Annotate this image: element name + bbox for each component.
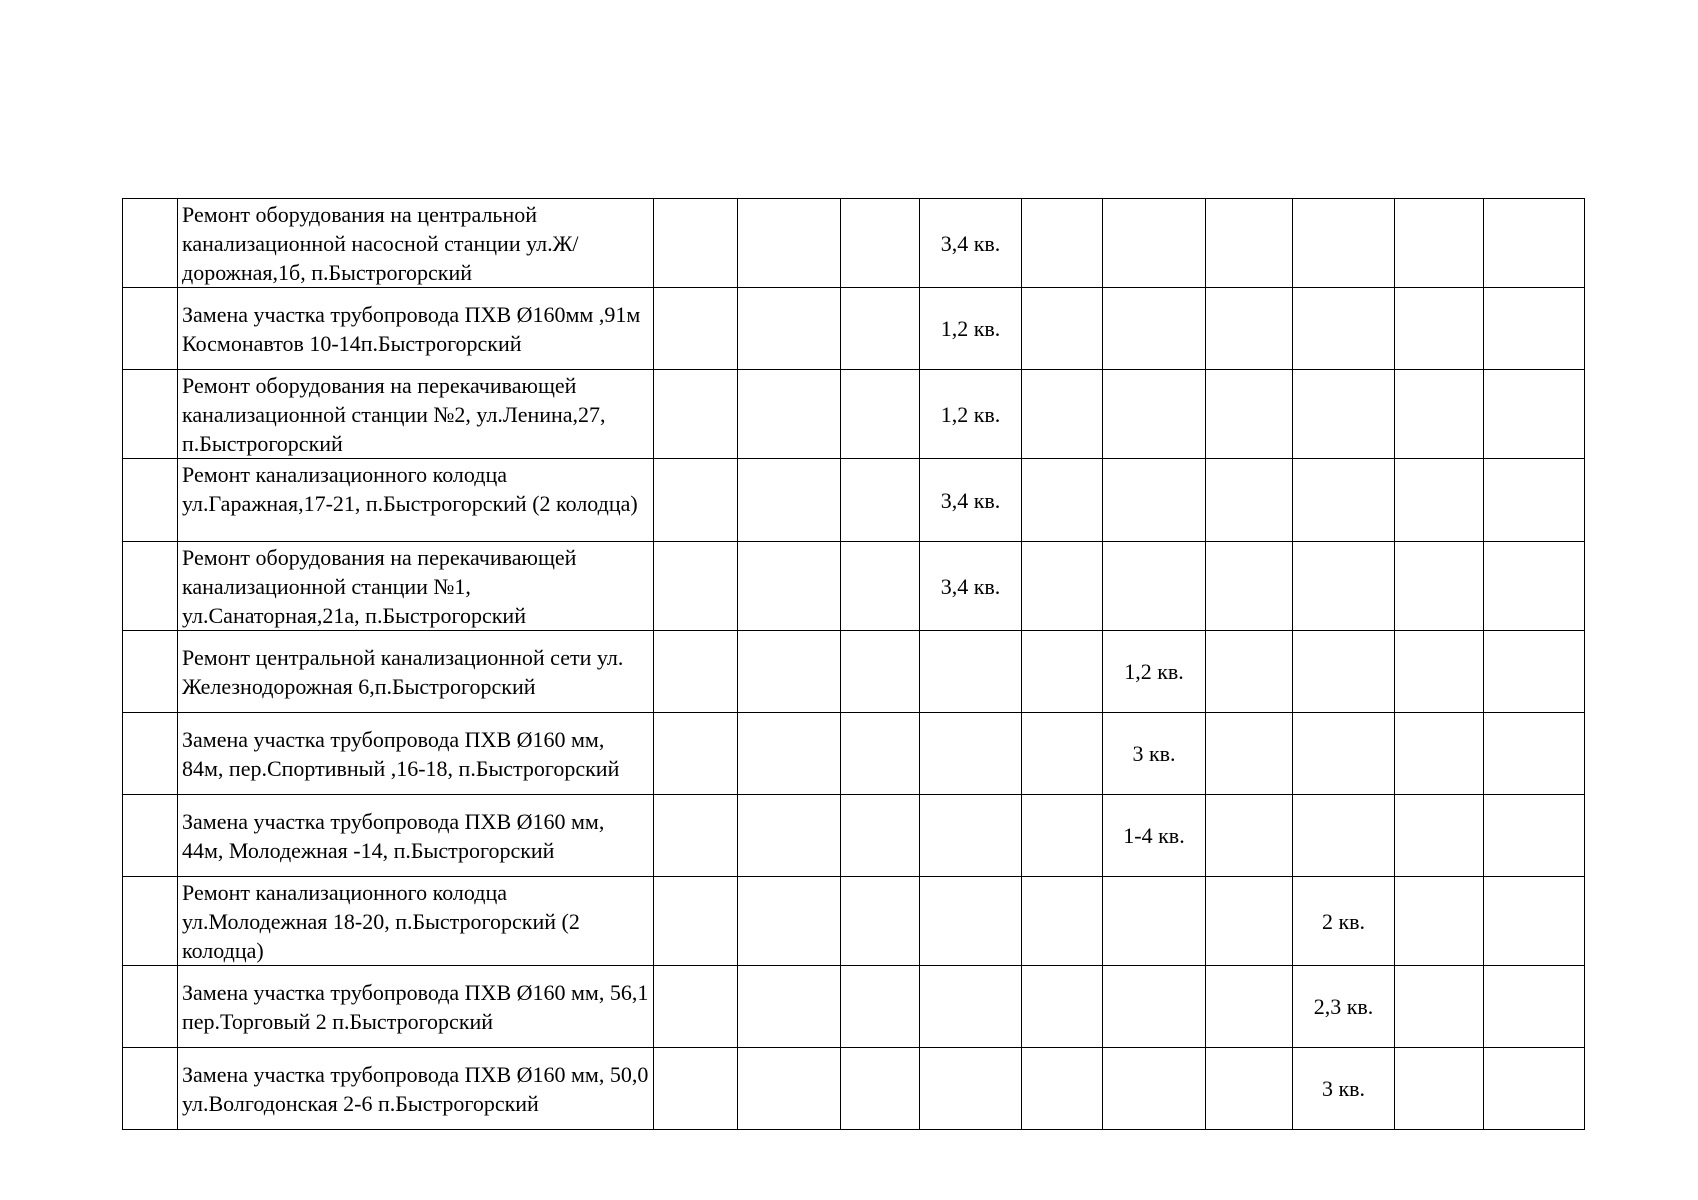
empty-cell: [1022, 542, 1103, 631]
empty-cell: [738, 370, 841, 459]
empty-cell: [1395, 199, 1484, 288]
work-description-cell: Ремонт оборудования на перекачивающей канализационной станции №2, ул.Ленина,27, п.Быстрогорский: [178, 370, 654, 459]
table-row: [123, 713, 1585, 795]
empty-cell: [1103, 1048, 1206, 1130]
empty-cell: [1484, 713, 1585, 795]
empty-cell: [1293, 631, 1395, 713]
empty-cell: [1103, 966, 1206, 1048]
empty-cell: [1484, 370, 1585, 459]
empty-cell: [1395, 370, 1484, 459]
empty-cell: [841, 199, 920, 288]
empty-cell: [1484, 966, 1585, 1048]
work-description-cell: Замена участка трубопровода ПХВ Ø160 мм, 50,0 ул.Волгодонская 2-6 п.Быстрогорский: [178, 1048, 654, 1130]
empty-cell: [738, 288, 841, 370]
empty-cell: [841, 459, 920, 542]
empty-cell: [920, 713, 1022, 795]
empty-cell: [1103, 459, 1206, 542]
row-number-cell: [123, 966, 178, 1048]
empty-cell: [1022, 288, 1103, 370]
schedule-quarter-cell: 2,3 кв.: [1293, 966, 1395, 1048]
empty-cell: [654, 713, 738, 795]
empty-cell: [738, 631, 841, 713]
schedule-quarter-cell: 3 кв.: [1103, 713, 1206, 795]
empty-cell: [738, 713, 841, 795]
empty-cell: [1293, 795, 1395, 877]
row-number-cell: [123, 370, 178, 459]
empty-cell: [738, 966, 841, 1048]
empty-cell: [1206, 1048, 1293, 1130]
empty-cell: [920, 877, 1022, 966]
empty-cell: [654, 459, 738, 542]
empty-cell: [1103, 877, 1206, 966]
empty-cell: [1022, 199, 1103, 288]
row-number-cell: [123, 1048, 178, 1130]
schedule-quarter-cell: 3,4 кв.: [920, 542, 1022, 631]
table-row: [123, 877, 1585, 966]
work-description-cell: Замена участка трубопровода ПХВ Ø160 мм, 84м, пер.Спортивный ,16-18, п.Быстрогорский: [178, 713, 654, 795]
empty-cell: [738, 199, 841, 288]
empty-cell: [1395, 542, 1484, 631]
empty-cell: [1484, 288, 1585, 370]
empty-cell: [654, 1048, 738, 1130]
empty-cell: [738, 795, 841, 877]
row-number-cell: [123, 542, 178, 631]
empty-cell: [1103, 199, 1206, 288]
empty-cell: [654, 877, 738, 966]
schedule-quarter-cell: 3,4 кв.: [920, 199, 1022, 288]
table-body: [123, 199, 1585, 1130]
empty-cell: [1103, 542, 1206, 631]
row-number-cell: [123, 459, 178, 542]
empty-cell: [1022, 795, 1103, 877]
empty-cell: [654, 288, 738, 370]
schedule-quarter-cell: 1,2 кв.: [920, 370, 1022, 459]
row-number-cell: [123, 795, 178, 877]
empty-cell: [1022, 713, 1103, 795]
empty-cell: [1484, 542, 1585, 631]
empty-cell: [841, 877, 920, 966]
table-row: [123, 288, 1585, 370]
empty-cell: [1484, 631, 1585, 713]
empty-cell: [1293, 288, 1395, 370]
schedule-quarter-cell: 3,4 кв.: [920, 459, 1022, 542]
empty-cell: [1293, 370, 1395, 459]
empty-cell: [1022, 459, 1103, 542]
empty-cell: [920, 631, 1022, 713]
table-row: [123, 795, 1585, 877]
empty-cell: [920, 1048, 1022, 1130]
table-row: [123, 199, 1585, 288]
empty-cell: [1484, 795, 1585, 877]
empty-cell: [1206, 713, 1293, 795]
empty-cell: [1395, 713, 1484, 795]
empty-cell: [1293, 542, 1395, 631]
empty-cell: [1293, 199, 1395, 288]
table-row: [123, 542, 1585, 631]
empty-cell: [920, 966, 1022, 1048]
empty-cell: [841, 713, 920, 795]
work-description-cell: Замена участка трубопровода ПХВ Ø160мм ,91м Космонавтов 10-14п.Быстрогорский: [178, 288, 654, 370]
empty-cell: [1395, 1048, 1484, 1130]
empty-cell: [654, 370, 738, 459]
empty-cell: [1206, 877, 1293, 966]
empty-cell: [1395, 631, 1484, 713]
empty-cell: [1484, 459, 1585, 542]
row-number-cell: [123, 631, 178, 713]
empty-cell: [1484, 1048, 1585, 1130]
row-number-cell: [123, 288, 178, 370]
empty-cell: [920, 795, 1022, 877]
empty-cell: [1103, 370, 1206, 459]
empty-cell: [1206, 542, 1293, 631]
table-row: [123, 966, 1585, 1048]
empty-cell: [1395, 966, 1484, 1048]
table-row: [123, 1048, 1585, 1130]
table-row: [123, 459, 1585, 542]
empty-cell: [738, 542, 841, 631]
empty-cell: [1022, 877, 1103, 966]
empty-cell: [1395, 795, 1484, 877]
empty-cell: [1206, 966, 1293, 1048]
empty-cell: [841, 542, 920, 631]
schedule-quarter-cell: 3 кв.: [1293, 1048, 1395, 1130]
works-table: [122, 198, 1585, 1130]
empty-cell: [841, 370, 920, 459]
empty-cell: [1206, 199, 1293, 288]
work-description-cell: Ремонт оборудования на перекачивающей канализационной станции №1, ул.Санаторная,21а, п.Быстрогорский: [178, 542, 654, 631]
empty-cell: [1022, 370, 1103, 459]
empty-cell: [738, 459, 841, 542]
row-number-cell: [123, 877, 178, 966]
empty-cell: [1206, 631, 1293, 713]
empty-cell: [654, 795, 738, 877]
empty-cell: [1395, 877, 1484, 966]
empty-cell: [841, 966, 920, 1048]
empty-cell: [841, 631, 920, 713]
empty-cell: [654, 966, 738, 1048]
empty-cell: [1395, 288, 1484, 370]
table-row: [123, 631, 1585, 713]
table-row: [123, 370, 1585, 459]
schedule-quarter-cell: 1,2 кв.: [920, 288, 1022, 370]
empty-cell: [1206, 370, 1293, 459]
empty-cell: [1103, 288, 1206, 370]
work-description-cell: Ремонт центральной канализационной сети ул. Железнодорожная 6,п.Быстрогорский: [178, 631, 654, 713]
empty-cell: [1293, 713, 1395, 795]
schedule-quarter-cell: 1,2 кв.: [1103, 631, 1206, 713]
empty-cell: [654, 631, 738, 713]
work-description-cell: Ремонт оборудования на центральной канализационной насосной станции ул.Ж/дорожная,1б, п.Быстрогорский: [178, 199, 654, 288]
empty-cell: [654, 542, 738, 631]
empty-cell: [1206, 288, 1293, 370]
empty-cell: [841, 288, 920, 370]
empty-cell: [1206, 795, 1293, 877]
empty-cell: [1022, 1048, 1103, 1130]
work-description-cell: Ремонт канализационного колодца ул.Гаражная,17-21, п.Быстрогорский (2 колодца): [178, 459, 654, 542]
empty-cell: [738, 877, 841, 966]
empty-cell: [1484, 877, 1585, 966]
empty-cell: [1022, 631, 1103, 713]
work-description-cell: Ремонт канализационного колодца ул.Молодежная 18-20, п.Быстрогорский (2 колодца): [178, 877, 654, 966]
row-number-cell: [123, 199, 178, 288]
schedule-quarter-cell: 2 кв.: [1293, 877, 1395, 966]
empty-cell: [1293, 459, 1395, 542]
empty-cell: [738, 1048, 841, 1130]
empty-cell: [841, 1048, 920, 1130]
work-description-cell: Замена участка трубопровода ПХВ Ø160 мм, 44м, Молодежная -14, п.Быстрогорский: [178, 795, 654, 877]
empty-cell: [1395, 459, 1484, 542]
empty-cell: [841, 795, 920, 877]
row-number-cell: [123, 713, 178, 795]
empty-cell: [654, 199, 738, 288]
work-description-cell: Замена участка трубопровода ПХВ Ø160 мм, 56,1 пер.Торговый 2 п.Быстрогорский: [178, 966, 654, 1048]
empty-cell: [1022, 966, 1103, 1048]
empty-cell: [1206, 459, 1293, 542]
empty-cell: [1484, 199, 1585, 288]
schedule-quarter-cell: 1-4 кв.: [1103, 795, 1206, 877]
